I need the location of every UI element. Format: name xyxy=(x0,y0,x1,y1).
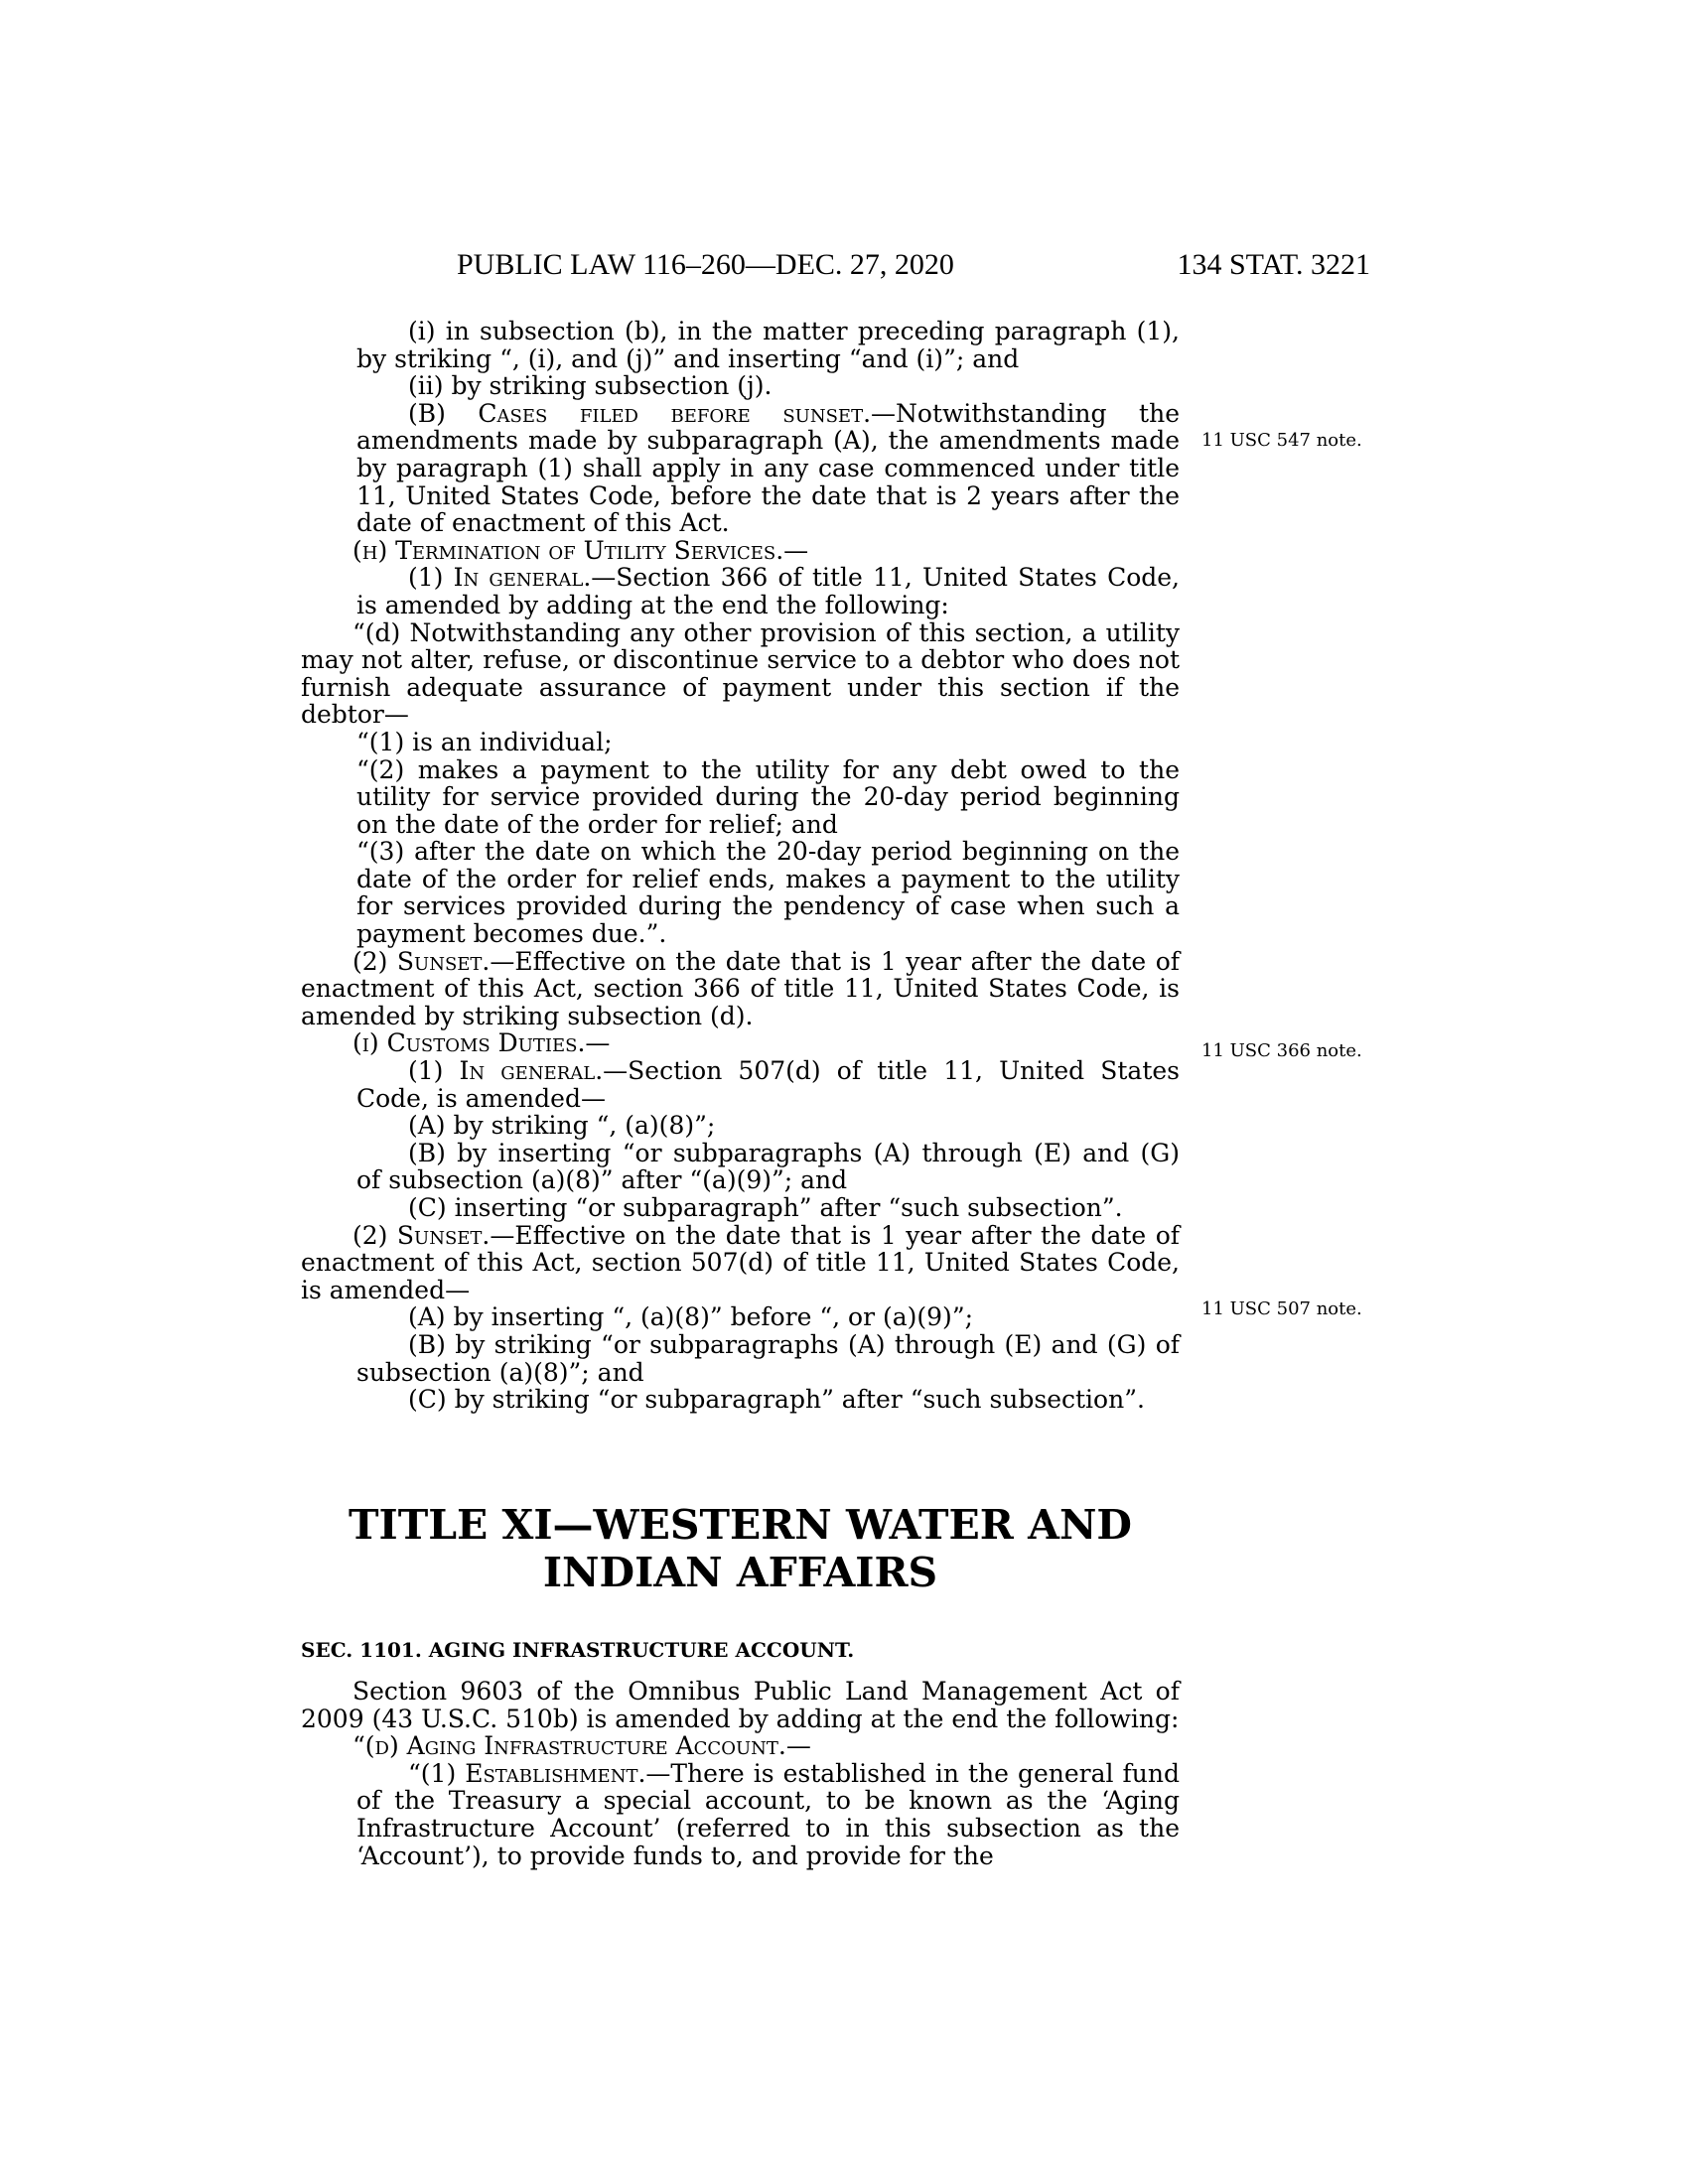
subsection-i-heading: (i) Customs Duties.— xyxy=(352,1028,611,1058)
quoted-paragraph-3: “(3) after the date on which the 20-day period beginning on the date of the order for relief ends, makes a payment to the utility for services provided during the pendency of case when such a payment becomes due.”. xyxy=(356,837,1180,949)
running-header xyxy=(457,248,1370,292)
margin-note: 11 USC 507 note. xyxy=(1201,1298,1362,1319)
quoted-paragraph-1: “(1) is an individual; xyxy=(356,727,613,756)
subparagraph-b-customs: (B) by inserting “or subparagraphs (A) through (E) and (G) of subsection (a)(8)” after “(a)(9)”; and xyxy=(356,1138,1180,1195)
subparagraph-a: (A) by striking “, (a)(8)”; xyxy=(408,1111,716,1141)
establishment-paragraph: “(1) Establishment.—There is established in the general fund of the Treasury a special account, to be known as the ‘Aging Infrastructure Account’ (referred to in this subsection as the ‘Account’), to provide funds to, and provide for the xyxy=(356,1758,1180,1870)
subparagraph-heading: (B) Cases filed before sunset. xyxy=(408,398,872,428)
public-law-citation: PUBLIC LAW 116–260—DEC. 27, 2020 xyxy=(457,248,954,281)
paragraph-2-sunset-customs: (2) Sunset.—Effective on the date that is 1 year after the date of enactment of this Act, section 507(d) of title 11, United States Code, is amended— xyxy=(301,1220,1180,1304)
sunset-subparagraph-a: (A) by inserting “, (a)(8)” before “, or (a)(9)”; xyxy=(408,1302,974,1332)
statute-page-number: 134 STAT. 3221 xyxy=(1177,248,1370,281)
subsection-h-heading: (h) Termination of Utility Services.— xyxy=(352,535,809,565)
subparagraph-c: (C) inserting “or subparagraph” after “such subsection”. xyxy=(408,1193,1123,1222)
title-line-2: INDIAN AFFAIRS xyxy=(542,1549,938,1596)
title-line-1: TITLE XI—WESTERN WATER AND xyxy=(349,1501,1132,1549)
title-heading xyxy=(301,1501,1180,1596)
body-text-block xyxy=(301,318,1180,1414)
paragraph-1: (1) In general.—Section 366 of title 11, United States Code, is amended by adding at the end the following: xyxy=(356,563,1180,619)
margin-note: 11 USC 366 note. xyxy=(1201,1040,1362,1061)
clause-i: (i) in subsection (b), in the matter preceding paragraph (1), by striking “, (i), and (j)” and inserting “and (i)”; and xyxy=(356,317,1180,373)
quoted-subsection-d: “(d) Notwithstanding any other provision of this section, a utility may not alter, refuse, or discontinue service to a debtor who does not furnish adequate assurance of payment under this section if the debtor— xyxy=(301,617,1180,730)
section-heading: SEC. 1101. AGING INFRASTRUCTURE ACCOUNT. xyxy=(301,1638,855,1662)
subparagraph-b: (B) Cases filed before sunset.—Notwithstanding the amendments made by subparagraph (A), the amendments made by paragraph (1) shall apply in any case commenced under title 11, United States Code, before the date that is 2 years after the date of enactment of this Act. xyxy=(356,398,1181,538)
section-intro: Section 9603 of the Omnibus Public Land Management Act of 2009 (43 U.S.C. 510b) is amended by adding at the end the following: xyxy=(301,1677,1180,1733)
paragraph-2-sunset: (2) Sunset.—Effective on the date that is 1 year after the date of enactment of this Act, section 366 of title 11, United States Code, is amended by striking subsection (d). xyxy=(301,946,1180,1030)
quoted-paragraph-2: “(2) makes a payment to the utility for any debt owed to the utility for service provided during the 20-day period beginning on the date of the order for relief; and xyxy=(356,754,1180,839)
quoted-subsection-d-heading: “(d) Aging Infrastructure Account.— xyxy=(352,1731,811,1761)
clause-ii: (ii) by striking subsection (j). xyxy=(408,371,773,401)
sunset-subparagraph-c: (C) by striking “or subparagraph” after “such subsection”. xyxy=(408,1385,1145,1415)
sunset-subparagraph-b: (B) by striking “or subparagraphs (A) through (E) and (G) of subsection (a)(8)”; and xyxy=(356,1329,1180,1387)
paragraph-1-customs: (1) In general.—Section 507(d) of title 11, United States Code, is amended— xyxy=(356,1056,1180,1113)
margin-note: 11 USC 547 note. xyxy=(1201,430,1362,451)
section-body xyxy=(301,1678,1180,1869)
